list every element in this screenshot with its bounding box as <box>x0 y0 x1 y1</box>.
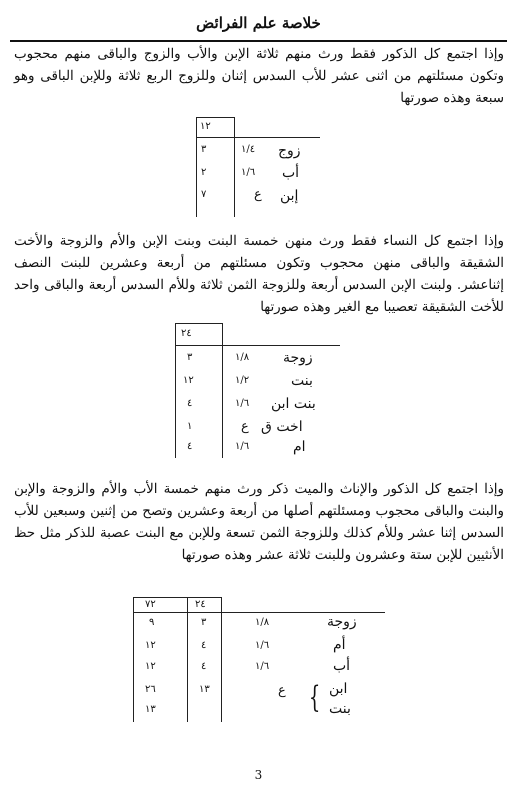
table-rule <box>222 323 223 458</box>
corrected-count-cell: ١٢ <box>145 640 156 651</box>
paragraph-all-heirs: وإذا اجتمع كل الذكور والإناث والميت ذكر ورث منهم خمسة الأب والأم والزوجة والإبن والبنت والباقى محجوب ومسئلتهم أصلها من أربعة وعشرين وتصح من إثنين وسبعين للأب السدس إثنا عشر وللأم كذلك وللزوجة الثمن تسعة وللإبن مع البنت عصبة للذكر مثل حظ الأنثيين للإبن ستة وعشرون وللبنت ثلاثة عشر وهذه صورتها <box>14 482 504 563</box>
page-number: 3 <box>254 768 263 782</box>
heir-cell: زوجة <box>327 614 357 630</box>
heir-cell: اخت ق <box>261 419 303 435</box>
heir-cell: بنت <box>291 373 313 389</box>
paragraph-males: وإذا اجتمع كل الذكور فقط ورث منهم ثلاثة الإبن والأب والزوج والباقى منهم محجوب وتكون مسئلتهم من اثنى عشر للأب السدس إثنان وللزوج الربع ثلاثة وللإبن الباقى وهو سبعة وهذه صورتها <box>14 47 504 106</box>
share-cell: ١/٢ <box>235 375 250 386</box>
share-cell: ١/٨ <box>235 352 250 363</box>
heir-cell: بنت <box>329 701 351 717</box>
count-cell: ٣ <box>201 144 207 155</box>
table-rule <box>234 117 235 217</box>
brace-icon: { <box>308 680 321 715</box>
corrected-count-cell: ٩ <box>149 617 155 628</box>
share-cell: ١/٨ <box>255 617 270 628</box>
table-females <box>175 323 340 458</box>
heir-cell: زوجة <box>283 350 313 366</box>
page-title: خلاصة علم الفرائض <box>196 14 321 32</box>
table-rule <box>187 597 188 722</box>
share-cell: ١/٦ <box>255 661 270 672</box>
table-rule <box>221 597 222 722</box>
table-males <box>196 117 320 217</box>
table-rule <box>196 137 320 138</box>
heir-cell: أم <box>333 637 346 653</box>
table-rule <box>196 117 197 217</box>
share-cell: ١/٤ <box>241 144 256 155</box>
count-cell: ١٢ <box>183 375 194 386</box>
share-cell: ١/٦ <box>255 640 270 651</box>
heir-cell: ام <box>293 439 306 455</box>
count-cell: ٤ <box>187 441 193 452</box>
share-cell: ١/٦ <box>235 398 250 409</box>
heir-cell: ابن <box>329 681 348 697</box>
count-cell: ٣ <box>187 352 193 363</box>
table-rule <box>175 323 222 324</box>
corrected-count-cell: ١٢ <box>145 661 156 672</box>
base-value: ٢٤ <box>195 599 206 610</box>
count-cell: ٣ <box>201 617 207 628</box>
heir-cell: إبن <box>280 188 299 204</box>
table-rule <box>133 612 385 613</box>
table-rule <box>133 597 134 722</box>
title-rule <box>10 40 507 42</box>
paragraph-females: وإذا اجتمع كل النساء فقط ورث منهن خمسة البنت وبنت الإبن والأم والزوجة والأخت الشقيقة والباقى منهن محجوب وتكون مسئلتهم من أربعة وعشرين للبنت النصف إثناعشر. ولبنت الإبن السدس أربعة وللزوجة الثمن ثلاثة وللأم السدس أربعة والباقى واحد للأخت الشقيقة تعصيبا مع الغير وهذه صورتها <box>14 234 504 315</box>
share-cell: ع <box>278 683 286 698</box>
table-rule <box>175 345 340 346</box>
base-value: ١٢ <box>200 121 211 132</box>
heir-cell: بنت ابن <box>271 396 316 412</box>
table-rule <box>175 323 176 458</box>
count-cell: ١ <box>187 421 193 432</box>
base-value: ٢٤ <box>181 328 192 339</box>
share-cell: ١/٦ <box>241 167 256 178</box>
corrected-count-cell: ١٣ <box>145 704 156 715</box>
heir-cell: زوج <box>278 143 301 159</box>
table-rule <box>133 597 221 598</box>
count-cell: ٤ <box>187 398 193 409</box>
heir-cell: أب <box>282 165 300 181</box>
count-cell: ٢ <box>201 167 207 178</box>
share-cell: ع <box>241 419 249 434</box>
count-cell: ١٣ <box>199 684 210 695</box>
corrected-base-value: ٧٢ <box>145 599 156 610</box>
count-cell: ٧ <box>201 189 207 200</box>
share-cell: ع <box>254 187 262 202</box>
table-rule <box>196 117 234 118</box>
heir-cell: أب <box>333 658 351 674</box>
share-cell: ١/٦ <box>235 441 250 452</box>
count-cell: ٤ <box>201 661 207 672</box>
table-all-heirs <box>133 597 385 722</box>
corrected-count-cell: ٢٦ <box>145 684 156 695</box>
count-cell: ٤ <box>201 640 207 651</box>
